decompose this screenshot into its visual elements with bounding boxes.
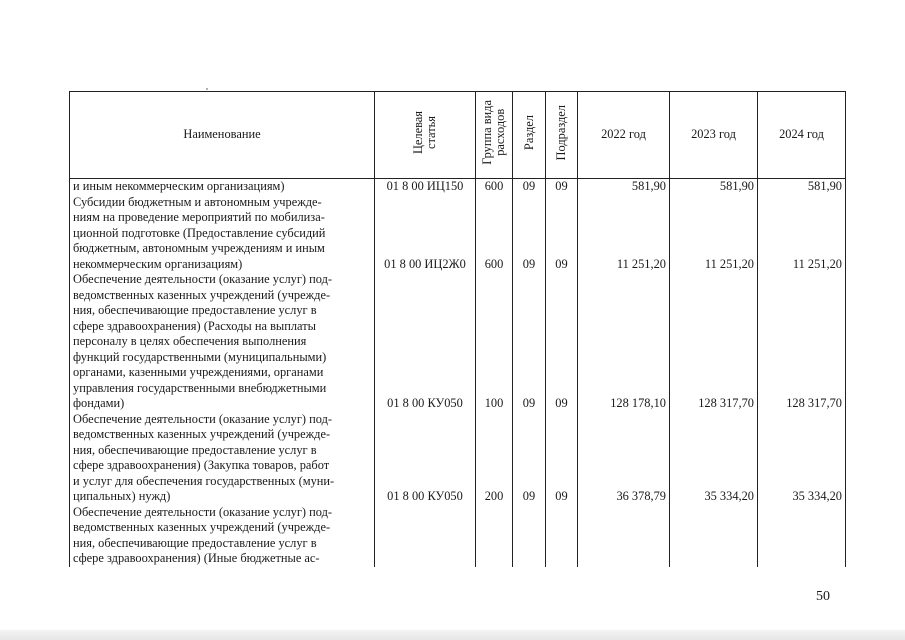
row-name-line: ния, обеспечивающие предоставление услуг в xyxy=(73,535,317,550)
row-amount-2022: 581,90 xyxy=(578,179,670,195)
row-expense-group xyxy=(476,505,513,567)
row-expense-group: 200 xyxy=(476,412,513,505)
page-edge-shadow xyxy=(0,630,905,640)
row-name-line: сфере здравоохранения) (Закупка товаров, работ xyxy=(73,458,330,472)
scan-speck xyxy=(206,88,208,90)
row-amount-2023: 581,90 xyxy=(670,179,758,195)
row-name-line: ционной подготовке (Предоставление субсидий xyxy=(73,225,326,240)
page-number: 50 xyxy=(816,589,830,604)
row-name-line: ведомственных казенных учреждений (учрежде- xyxy=(73,287,331,302)
header-section: Раздел xyxy=(513,92,546,179)
row-target-article xyxy=(375,505,476,567)
header-subsection: Подраздел xyxy=(546,92,578,179)
row-subsection: 09 xyxy=(546,412,578,505)
row-section xyxy=(513,505,546,567)
row-amount-2022: 128 178,10 xyxy=(578,272,670,412)
row-name-line: Субсидии бюджетным и автономным учрежде- xyxy=(73,194,322,209)
row-target-article: 01 8 00 КУ050 xyxy=(375,412,476,505)
row-name-line: Обеспечение деятельности (оказание услуг) под- xyxy=(73,504,333,519)
row-name xyxy=(70,412,375,505)
row-name-line: ния, обеспечивающие предоставление услуг в xyxy=(73,303,317,317)
row-amount-2024: 128 317,70 xyxy=(758,272,846,412)
row-name-line: и иным некоммерческим организациям) xyxy=(73,179,285,193)
header-name: Наименование xyxy=(70,92,375,179)
row-name-line: персоналу в целях обеспечения выполнения xyxy=(73,334,307,348)
row-amount-2023 xyxy=(670,505,758,567)
row-name-line: управления государственными внебюджетными xyxy=(73,380,327,395)
row-name-line: органами, казенными учреждениями, органами xyxy=(73,365,324,379)
row-name-line: сфере здравоохранения) (Иные бюджетные ас- xyxy=(73,551,320,565)
header-expense-group: Группа вида расходов xyxy=(476,92,513,179)
row-amount-2024: 11 251,20 xyxy=(758,195,846,273)
row-amount-2023: 11 251,20 xyxy=(670,195,758,273)
header-2022: 2022 год xyxy=(578,92,670,179)
row-amount-2022: 11 251,20 xyxy=(578,195,670,273)
row-target-article: 01 8 00 ИЦ2Ж0 xyxy=(375,195,476,273)
table-row xyxy=(70,195,846,273)
table-row xyxy=(70,412,846,505)
row-name-line: фондами) xyxy=(73,396,125,410)
row-section: 09 xyxy=(513,179,546,195)
row-name-line: сфере здравоохранения) (Расходы на выплаты xyxy=(73,318,316,333)
row-section: 09 xyxy=(513,272,546,412)
row-subsection: 09 xyxy=(546,195,578,273)
row-name-line: бюджетным, автономным учреждениям и иным xyxy=(73,241,325,255)
row-name xyxy=(70,179,375,195)
row-amount-2023: 128 317,70 xyxy=(670,272,758,412)
row-name-line: функций государственными (муниципальными) xyxy=(73,349,327,364)
row-name-line: ниям на проведение мероприятий по мобилиза- xyxy=(73,210,325,224)
row-target-article: 01 8 00 ИЦ150 xyxy=(375,179,476,195)
row-amount-2024: 581,90 xyxy=(758,179,846,195)
row-amount-2022: 36 378,79 xyxy=(578,412,670,505)
row-amount-2024: 35 334,20 xyxy=(758,412,846,505)
row-name-line: Обеспечение деятельности (оказание услуг) под- xyxy=(73,272,333,286)
row-target-article: 01 8 00 КУ050 xyxy=(375,272,476,412)
row-expense-group: 600 xyxy=(476,195,513,273)
row-name-line: некоммерческим организациям) xyxy=(73,256,243,271)
row-subsection xyxy=(546,505,578,567)
table-row xyxy=(70,505,846,567)
row-expense-group: 600 xyxy=(476,179,513,195)
row-name-line: Обеспечение деятельности (оказание услуг) под- xyxy=(73,411,333,426)
row-name-line: и услуг для обеспечения государственных (муни- xyxy=(73,473,335,488)
row-name xyxy=(70,505,375,567)
table-row xyxy=(70,179,846,195)
row-name-line: ведомственных казенных учреждений (учрежде- xyxy=(73,427,331,441)
row-amount-2023: 35 334,20 xyxy=(670,412,758,505)
header-target-article: Целевая статья xyxy=(375,92,476,179)
table-row xyxy=(70,272,846,412)
row-expense-group: 100 xyxy=(476,272,513,412)
row-subsection: 09 xyxy=(546,272,578,412)
table-header-row xyxy=(70,92,846,179)
row-amount-2022 xyxy=(578,505,670,567)
row-name-line: ципальных) нужд) xyxy=(73,489,171,503)
row-name xyxy=(70,195,375,273)
header-2024: 2024 год xyxy=(758,92,846,179)
row-name-line: ния, обеспечивающие предоставление услуг в xyxy=(73,442,317,457)
budget-table xyxy=(69,91,846,567)
row-name xyxy=(70,272,375,412)
row-subsection: 09 xyxy=(546,179,578,195)
row-name-line: ведомственных казенных учреждений (учрежде- xyxy=(73,520,331,534)
header-2023: 2023 год xyxy=(670,92,758,179)
row-amount-2024 xyxy=(758,505,846,567)
row-section: 09 xyxy=(513,195,546,273)
row-section: 09 xyxy=(513,412,546,505)
